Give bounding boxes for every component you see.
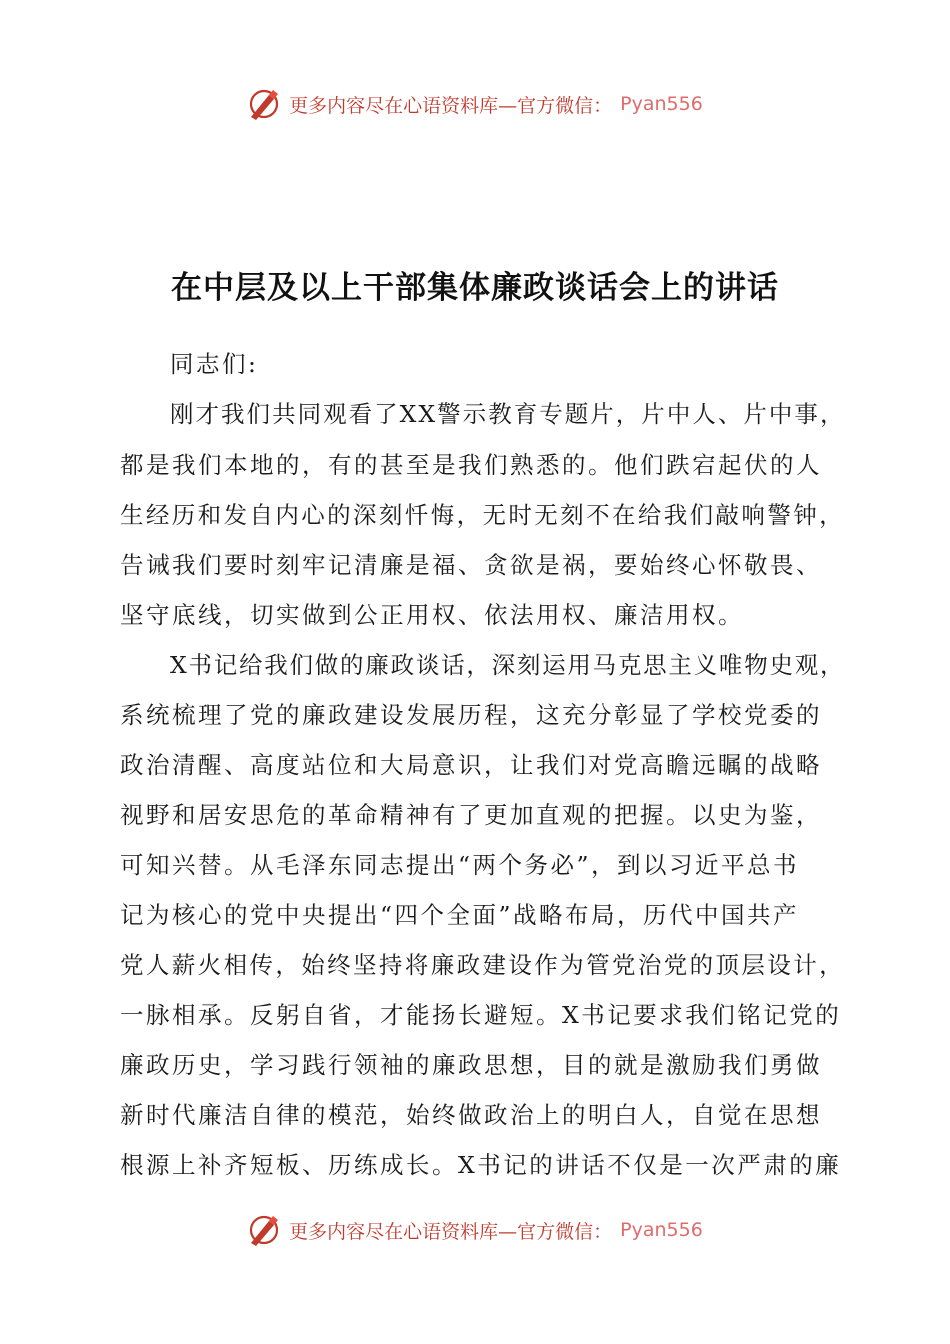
pen-circle-logo-icon: [247, 87, 281, 121]
watermark-text: 更多内容尽在心语资料库—官方微信：: [289, 94, 613, 117]
watermark-contact: Pyan556: [620, 1219, 703, 1241]
footer-watermark: [0, 1210, 950, 1250]
paragraph-line: 一脉相承。反躬自省，才能扬长避短。X书记要求我们铭记党的: [120, 1001, 842, 1029]
paragraph-line: 根源上补齐短板、历练成长。X书记的讲话不仅是一次严肃的廉: [120, 1151, 842, 1179]
paragraph-line: 告诫我们要时刻牢记清廉是福、贪欲是祸，要始终心怀敬畏、: [120, 551, 822, 579]
paragraph-line: 党人薪火相传，始终坚持将廉政建设作为管党治党的顶层设计，: [120, 951, 845, 979]
paragraph-line: 政治清醒、高度站位和大局意识，让我们对党高瞻远瞩的战略: [120, 751, 822, 779]
paragraph-line: 可知兴替。从毛泽东同志提出“两个务必”，到以习近平总书: [120, 851, 800, 879]
paragraph-line: 都是我们本地的，有的甚至是我们熟悉的。他们跌宕起伏的人: [120, 451, 822, 479]
salutation-line: 同志们:: [170, 350, 259, 378]
document-title: 在中层及以上干部集体廉政谈话会上的讲话: [171, 270, 779, 306]
paragraph-line: 视野和居安思危的革命精神有了更加直观的把握。以史为鉴，: [120, 801, 822, 829]
paragraph-line: 记为核心的党中央提出“四个全面”战略布局，历代中国共产: [120, 901, 800, 929]
paragraph-line: 新时代廉洁自律的模范，始终做政治上的明白人，自觉在思想: [120, 1101, 822, 1129]
paragraph-line: 刚才我们共同观看了XX警示教育专题片，片中人、片中事，: [170, 400, 846, 428]
paragraph-line: 系统梳理了党的廉政建设发展历程，这充分彰显了学校党委的: [120, 701, 822, 729]
header-watermark: [0, 84, 950, 124]
paragraph-line: X书记给我们做的廉政谈话，深刻运用马克思主义唯物史观，: [170, 651, 846, 679]
watermark-text: 更多内容尽在心语资料库—官方微信：: [289, 1220, 613, 1243]
watermark-contact: Pyan556: [620, 93, 703, 115]
paragraph-line: 坚守底线，切实做到公正用权、依法用权、廉洁用权。: [120, 601, 744, 629]
paragraph-line: 廉政历史，学习践行领袖的廉政思想，目的就是激励我们勇做: [120, 1051, 822, 1079]
pen-circle-logo-icon: [247, 1213, 281, 1247]
paragraph-line: 生经历和发自内心的深刻忏悔，无时无刻不在给我们敲响警钟，: [120, 501, 845, 529]
